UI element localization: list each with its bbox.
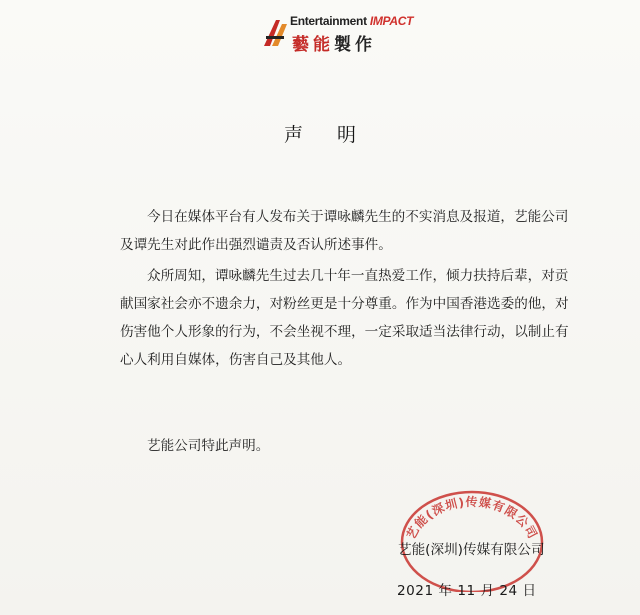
company-seal-stamp: [398, 482, 546, 592]
signature-company: 艺能(深圳)传媒有限公司: [398, 542, 545, 558]
logo-mark-icon: [262, 18, 288, 48]
paragraph-3: 艺能公司特此声明。: [147, 438, 270, 454]
svg-text:艺能(深圳)传媒有限公司: 艺能(深圳)传媒有限公司: [403, 494, 541, 542]
logo-english-text: Entertainment IMPACT: [290, 14, 414, 28]
logo-chinese-text: 藝能製作: [292, 35, 376, 55]
company-logo: [262, 12, 414, 55]
document-title: 声 明: [283, 124, 371, 146]
paragraph-2: 众所周知，谭咏麟先生过去几十年一直热爱工作，倾力扶持后辈，对贡献国家社会亦不遗余力，对粉丝更是十分尊重。作为中国香港选委的他，对伤害他个人形象的行为，不会坐视不理，一定采取适当法律行动，以制止有心人利用自媒体，伤害自己及其他人。: [120, 268, 569, 368]
paragraph-1: 今日在媒体平台有人发布关于谭咏麟先生的不实消息及报道，艺能公司及谭先生对此作出强烈谴责及否认所述事件。: [120, 209, 569, 253]
signature-date: 2021 年 11 月 24 日: [397, 583, 537, 599]
